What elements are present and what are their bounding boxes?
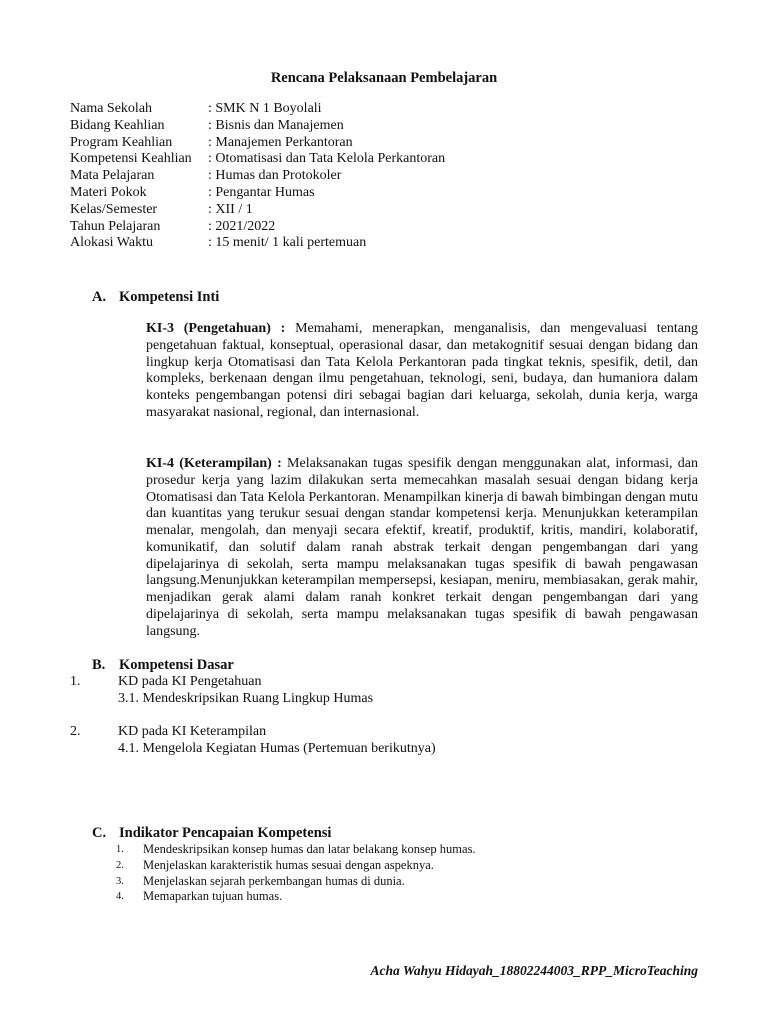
section-letter: B. <box>92 657 106 673</box>
ki3-text: Memahami, menerapkan, menganalisis, dan mengevaluasi tentang pengetahuan faktual, konseptual, operasional dasar, dan metakognitif sesuai dengan bidang dan lingkup kerja Otomatisasi dan Tata Kelola Perkantoran pada tingkat teknis, spesifik, detil, dan kompleks, berkenaan dengan ilmu pengetahuan, teknologi, seni, budaya, dan humaniora dalam konteks pengembangan potensi diri sebagai bagian dari keluarga, sekolah, dunia kerja, warga masyarakat nasional, regional, dan internasional. <box>146 321 699 420</box>
identity-row <box>70 151 445 168</box>
kd-sub: 3.1. Mendeskripsikan Ruang Lingkup Humas <box>118 691 374 706</box>
indicator-number: 3. <box>116 875 124 887</box>
indicator-text: Menjelaskan karakteristik humas sesuai dengan aspeknya. <box>143 857 434 872</box>
identity-row <box>70 168 445 185</box>
kd-title: KD pada KI Pengetahuan <box>118 674 262 689</box>
kd-number: 2. <box>70 724 81 739</box>
identity-value: : XII / 1 <box>208 201 253 217</box>
identity-label: Tahun Pelajaran <box>70 218 161 234</box>
list-item <box>116 858 476 874</box>
section-letter: C. <box>92 825 107 841</box>
identity-label: Alokasi Waktu <box>70 235 153 251</box>
kd-item <box>70 673 373 707</box>
section-title: Indikator Pencapaian Kompetensi <box>119 825 332 841</box>
indicator-number: 1. <box>116 844 124 855</box>
identity-label: Kompetensi Keahlian <box>70 151 192 167</box>
kd-item <box>70 723 436 757</box>
identity-value: : 2021/2022 <box>208 218 276 234</box>
indicator-text: Menjelaskan sejarah perkembangan humas di dunia. <box>143 873 405 888</box>
indicator-text: Mendeskripsikan konsep humas dan latar belakang konsep humas. <box>143 842 476 856</box>
section-a-heading <box>92 289 219 306</box>
document-title: Rencana Pelaksanaan Pembelajaran <box>270 70 498 86</box>
section-letter: A. <box>92 289 107 305</box>
section-b-heading <box>92 657 234 674</box>
identity-label: Materi Pokok <box>70 184 147 200</box>
indicator-number: 2. <box>116 859 124 871</box>
list-item <box>116 842 476 858</box>
ki3-label: KI-3 (Pengetahuan) : <box>146 321 286 336</box>
identity-value: : Humas dan Protokoler <box>208 168 342 184</box>
identity-row <box>70 219 445 236</box>
identity-row <box>70 118 445 135</box>
identity-label: Program Keahlian <box>70 134 173 150</box>
ki3-paragraph <box>146 321 698 422</box>
indicator-number: 4. <box>116 891 124 903</box>
identity-value: : Bisnis dan Manajemen <box>208 117 344 133</box>
identity-row <box>70 185 445 202</box>
identity-value: : Pengantar Humas <box>208 184 315 200</box>
list-item <box>116 889 476 905</box>
identity-value: : Manajemen Perkantoran <box>208 134 353 150</box>
identity-row <box>70 101 445 118</box>
list-item <box>116 874 476 890</box>
kd-number: 1. <box>70 674 81 689</box>
section-title: Kompetensi Dasar <box>119 657 234 673</box>
identity-label: Mata Pelajaran <box>70 168 155 184</box>
kd-sub: 4.1. Mengelola Kegiatan Humas (Pertemuan berikutnya) <box>118 741 436 756</box>
section-c-heading <box>92 825 331 842</box>
section-title: Kompetensi Inti <box>119 289 220 305</box>
identity-label: Kelas/Semester <box>70 201 158 217</box>
identity-value: : SMK N 1 Boyolali <box>208 101 322 116</box>
identity-label: Nama Sekolah <box>70 101 153 116</box>
identity-value: : 15 menit/ 1 kali pertemuan <box>208 235 367 251</box>
indicator-list <box>116 842 476 905</box>
identity-value: : Otomatisasi dan Tata Kelola Perkantoran <box>208 151 446 167</box>
identity-row <box>70 135 445 152</box>
kd-title: KD pada KI Keterampilan <box>118 724 267 739</box>
identity-label: Bidang Keahlian <box>70 117 165 133</box>
footer-signature: Acha Wahyu Hidayah_18802244003_RPP_MicroTeaching <box>370 963 698 978</box>
identity-row <box>70 235 445 252</box>
ki4-text: Melaksanakan tugas spesifik dengan menggunakan alat, informasi, dan prosedur kerja yang lazim dilakukan serta memecahkan masalah sesuai dengan bidang kerja Otomatisasi dan Tata Kelola Perkantoran. Menampilkan kinerja di bawah bimbingan dengan mutu dan kuantitas yang terukur sesuai dengan standar kompetensi kerja. Menunjukkan keterampilan menalar, mengolah, dan menyaji secara efektif, kreatif, produktif, kritis, mandiri, kolaboratif, komunikatif, dan solutif dalam ranah abstrak terkait dengan pengembangan dari yang dipelajarinya di sekolah, serta mampu melaksanakan tugas spesifik di bawah pengawasan langsung.Menunjukkan keterampilan mempersepsi, kesiapan, meniru, membiasakan, gerak mahir, menjadikan gerak alami dalam ranah konkret terkait dengan pengembangan dari yang dipelajarinya di sekolah, serta mampu melaksanakan tugas spesifik di bawah pengawasan langsung. <box>146 456 698 639</box>
ki4-paragraph <box>146 456 698 640</box>
identity-table <box>70 101 445 252</box>
identity-row <box>70 202 445 219</box>
ki4-label: KI-4 (Keterampilan) : <box>146 456 282 471</box>
indicator-text: Memaparkan tujuan humas. <box>143 889 283 904</box>
